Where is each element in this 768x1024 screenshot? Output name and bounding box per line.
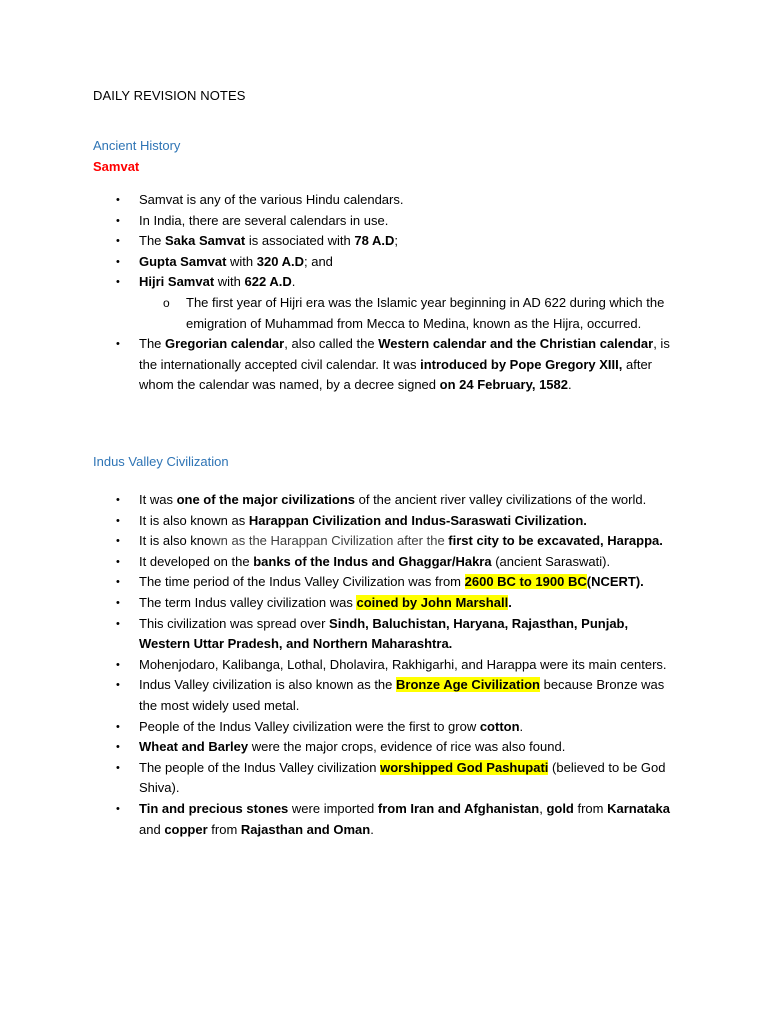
emphasis-text: first city to be excavated, Harappa.	[448, 533, 663, 549]
document-title: DAILY REVISION NOTES	[93, 88, 246, 103]
emphasis-text: Gregorian calendar	[165, 336, 285, 352]
bullet-icon: •	[116, 214, 120, 227]
list-item	[0, 252, 679, 273]
bullet-icon: •	[116, 679, 120, 692]
emphasis-text: banks of the Indus and Ghaggar/Hakra	[253, 553, 492, 569]
emphasis-text: (NCERT).	[586, 574, 644, 590]
bullet-icon: •	[116, 802, 120, 815]
list-item-text: It is also known as Harappan Civilization and Indus-Saraswati Civilization.	[139, 512, 587, 528]
emphasis-text: cotton	[479, 718, 520, 734]
bullet-icon: •	[116, 276, 120, 289]
emphasis-text: 320 A.D	[256, 253, 304, 269]
list-item	[0, 799, 679, 840]
bullet-icon: •	[116, 741, 120, 754]
bullet-icon: •	[116, 596, 120, 609]
list-item-text: Wheat and Barley were the major crops, evidence of rice was also found.	[139, 739, 566, 755]
bullet-icon: •	[116, 514, 120, 527]
bullet-icon: •	[116, 235, 120, 248]
list-item-text: It was one of the major civilizations of the ancient river valley civilizations of the world.	[139, 492, 647, 507]
list-item	[0, 531, 679, 552]
emphasis-text: worshipped God Pashupati	[380, 759, 549, 775]
emphasis-text: from Iran and Afghanistan	[377, 800, 540, 816]
sub-list-item-text: The first year of Hijri era was the Islamic year beginning in AD 622 during which the emigration of Muhammad from Mecca to Medina, known as the Hijra, occurred.	[186, 294, 665, 331]
list-item-text: Gupta Samvat with 320 A.D; and	[139, 253, 333, 269]
emphasis-text: .	[508, 594, 512, 610]
emphasis-text: Tin and precious stones	[139, 800, 289, 816]
list-item-text: It is also known as the Harappan Civilization after the first city to be excavated, Harappa.	[139, 533, 663, 549]
list-item	[0, 572, 679, 593]
emphasis-text: on 24 February, 1582	[439, 377, 568, 393]
emphasis-text: 2600 BC to 1900 BC	[464, 574, 587, 590]
list-item-text: The Saka Samvat is associated with 78 A.D;	[139, 233, 398, 249]
bullet-icon: •	[116, 194, 120, 206]
sub-list-item	[139, 293, 666, 334]
list-item-text: The term Indus valley civilization was coined by John Marshall.	[139, 594, 512, 610]
emphasis-text: Bronze Age Civilization	[396, 677, 540, 693]
list-item-text: The Gregorian calendar, also called the Western calendar and the Christian calendar, is the internationally accepted civil calendar. It was introduced by Pope Gregory XIII, after whom the calendar was named, by a decree signed on 24 February, 1582.	[139, 336, 670, 393]
list-item-text: In India, there are several calendars in use.	[139, 212, 389, 228]
circle-bullet-icon: o	[163, 295, 170, 310]
list-item	[0, 490, 679, 511]
emphasis-text: Western calendar and the Christian calendar	[378, 336, 654, 352]
hijri-sub-list	[139, 293, 679, 334]
list-item	[0, 190, 679, 211]
emphasis-text: one of the major civilizations	[176, 492, 355, 507]
list-item	[0, 717, 679, 738]
emphasis-text: Saka Samvat	[165, 233, 246, 249]
emphasis-text: introduced by Pope Gregory XIII,	[420, 356, 623, 372]
bullet-icon: •	[116, 535, 120, 548]
list-item-text: Hijri Samvat with 622 A.D.	[139, 274, 296, 290]
emphasis-text: Sindh, Baluchistan, Haryana, Rajasthan, Punjab, Western Uttar Pradesh, and Northern Maharashtra.	[139, 615, 629, 652]
list-item-text: Mohenjodaro, Kalibanga, Lothal, Dholavira, Rakhigarhi, and Harappa were its main centers.	[139, 656, 667, 672]
bullet-icon: •	[116, 255, 120, 268]
emphasis-text: Karnataka	[607, 800, 670, 816]
bullet-icon: •	[116, 555, 120, 568]
bullet-icon: •	[116, 761, 120, 774]
list-item	[0, 737, 679, 758]
list-item	[0, 593, 679, 614]
list-item-text: It developed on the banks of the Indus and Ghaggar/Hakra (ancient Saraswati).	[139, 553, 611, 569]
samvat-list	[0, 190, 768, 396]
emphasis-text: Wheat and Barley	[139, 739, 249, 755]
list-item-text: Indus Valley civilization is also known as the Bronze Age Civilization because Bronze was the most widely used metal.	[139, 677, 665, 713]
bullet-icon: •	[116, 720, 120, 733]
indus-valley-list	[0, 490, 768, 840]
list-item	[0, 511, 679, 532]
list-item	[0, 552, 679, 573]
emphasis-text: 622 A.D	[244, 274, 292, 290]
list-item-text: The people of the Indus Valley civilization worshipped God Pashupati (believed to be God Shiva).	[139, 759, 666, 796]
section-heading-ancient-history: Ancient History	[93, 138, 181, 153]
list-item	[0, 231, 679, 252]
list-item-text: Tin and precious stones were imported from Iran and Afghanistan, gold from Karnataka and copper from Rajasthan and Oman.	[139, 800, 670, 837]
emphasis-text: Rajasthan and Oman	[240, 821, 371, 837]
list-item	[0, 758, 679, 799]
bullet-icon: •	[116, 338, 120, 351]
subsection-heading-samvat: Samvat	[93, 159, 140, 174]
emphasis-text: 78 A.D	[354, 233, 395, 249]
bullet-icon: •	[116, 576, 120, 589]
emphasis-text: gold	[546, 800, 574, 816]
list-item-text: Samvat is any of the various Hindu calendars.	[139, 192, 404, 207]
emphasis-text: copper	[164, 821, 208, 837]
bullet-icon: •	[116, 658, 120, 671]
list-item	[0, 655, 679, 676]
list-item	[0, 334, 679, 396]
emphasis-text: Hijri Samvat	[139, 274, 215, 290]
bullet-icon: •	[116, 617, 120, 630]
bullet-icon: •	[116, 494, 120, 506]
emphasis-text: wn as the Harappan Civilization after the	[211, 533, 445, 549]
list-item	[0, 272, 679, 334]
list-item-text: The time period of the Indus Valley Civilization was from 2600 BC to 1900 BC(NCERT).	[139, 574, 644, 590]
section-heading-indus-valley: Indus Valley Civilization	[93, 454, 229, 469]
list-item-text: This civilization was spread over Sindh, Baluchistan, Haryana, Rajasthan, Punjab, Western Uttar Pradesh, and Northern Maharashtra.	[139, 615, 629, 652]
emphasis-text: Gupta Samvat	[139, 253, 227, 269]
emphasis-text: Harappan Civilization and Indus-Saraswati Civilization.	[248, 512, 587, 528]
list-item	[0, 614, 679, 655]
list-item-text: People of the Indus Valley civilization were the first to grow cotton.	[139, 718, 524, 734]
list-item	[0, 211, 679, 232]
emphasis-text: coined by John Marshall	[356, 594, 509, 610]
list-item	[0, 675, 679, 716]
